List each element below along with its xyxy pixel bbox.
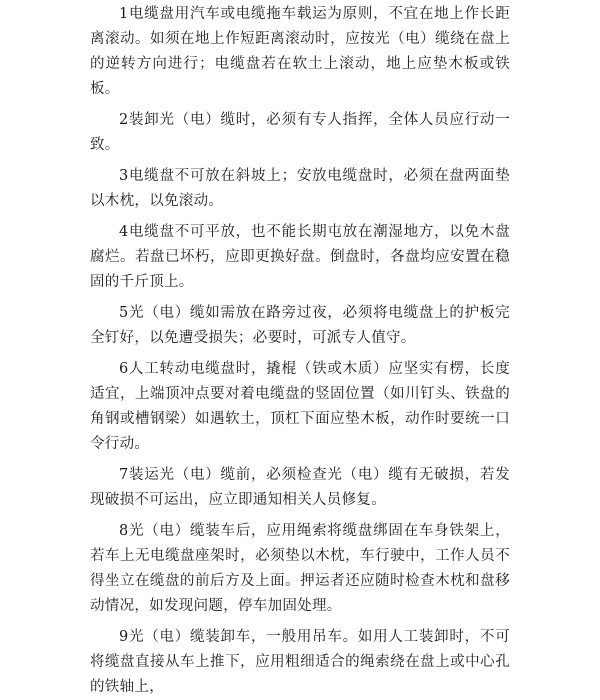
paragraph-4: 4电缆盘不可平放，也不能长期屯放在潮湿地方，以免木盘腐烂。若盘已坏朽，应即更换好盘。倒盘时，各盘均应安置在稳固的千斤顶上。 [90,224,510,290]
paragraph-3: 3电缆盘不可放在斜坡上；安放电缆盘时，必须在盘两面垫以木枕，以免滚动。 [90,168,510,209]
paragraph-8: 8光（电）缆装车后，应用绳索将缆盘绑固在车身铁架上，若车上无电缆盘座架时，必须垫以木枕，车行驶中，工作人员不得坐立在缆盘的前后方及上面。押运者还应随时检查木枕和盘移动情况，如发现问题，停车加固处理。 [90,523,510,614]
paragraph-9: 9光（电）缆装卸车，一般用吊车。如用人工装卸时，不可将缆盘直接从车上推下，应用粗细适合的绳索绕在盘上或中心孔的铁轴上， [90,629,510,695]
paragraph-7: 7装运光（电）缆前，必须检查光（电）缆有无破损，若发现破损不可运出，应立即通知相关人员修复。 [90,467,510,508]
document-page [90,2,510,695]
paragraph-5: 5光（电）缆如需放在路旁过夜，必须将电缆盘上的护板完全钉好，以免遭受损失；必要时，可派专人值守。 [90,305,510,346]
paragraph-6: 6人工转动电缆盘时，撬棍（铁或木质）应坚实有楞，长度适宜，上端顶冲点要对着电缆盘的竖固位置（如川钉头、铁盘的角钢或槽钢梁）如遇软土，顶杠下面应垫木板，动作时要统一口令行动。 [90,361,510,452]
paragraph-2: 2装卸光（电）缆时，必须有专人指挥，全体人员应行动一致。 [90,112,510,153]
paragraph-1: 1电缆盘用汽车或电缆拖车载运为原则，不宜在地上作长距离滚动。如须在地上作短距离滚动时，应按光（电）缆绕在盘上的逆转方向进行；电缆盘若在软土上滚动，地上应垫木板或铁板。 [90,6,510,97]
